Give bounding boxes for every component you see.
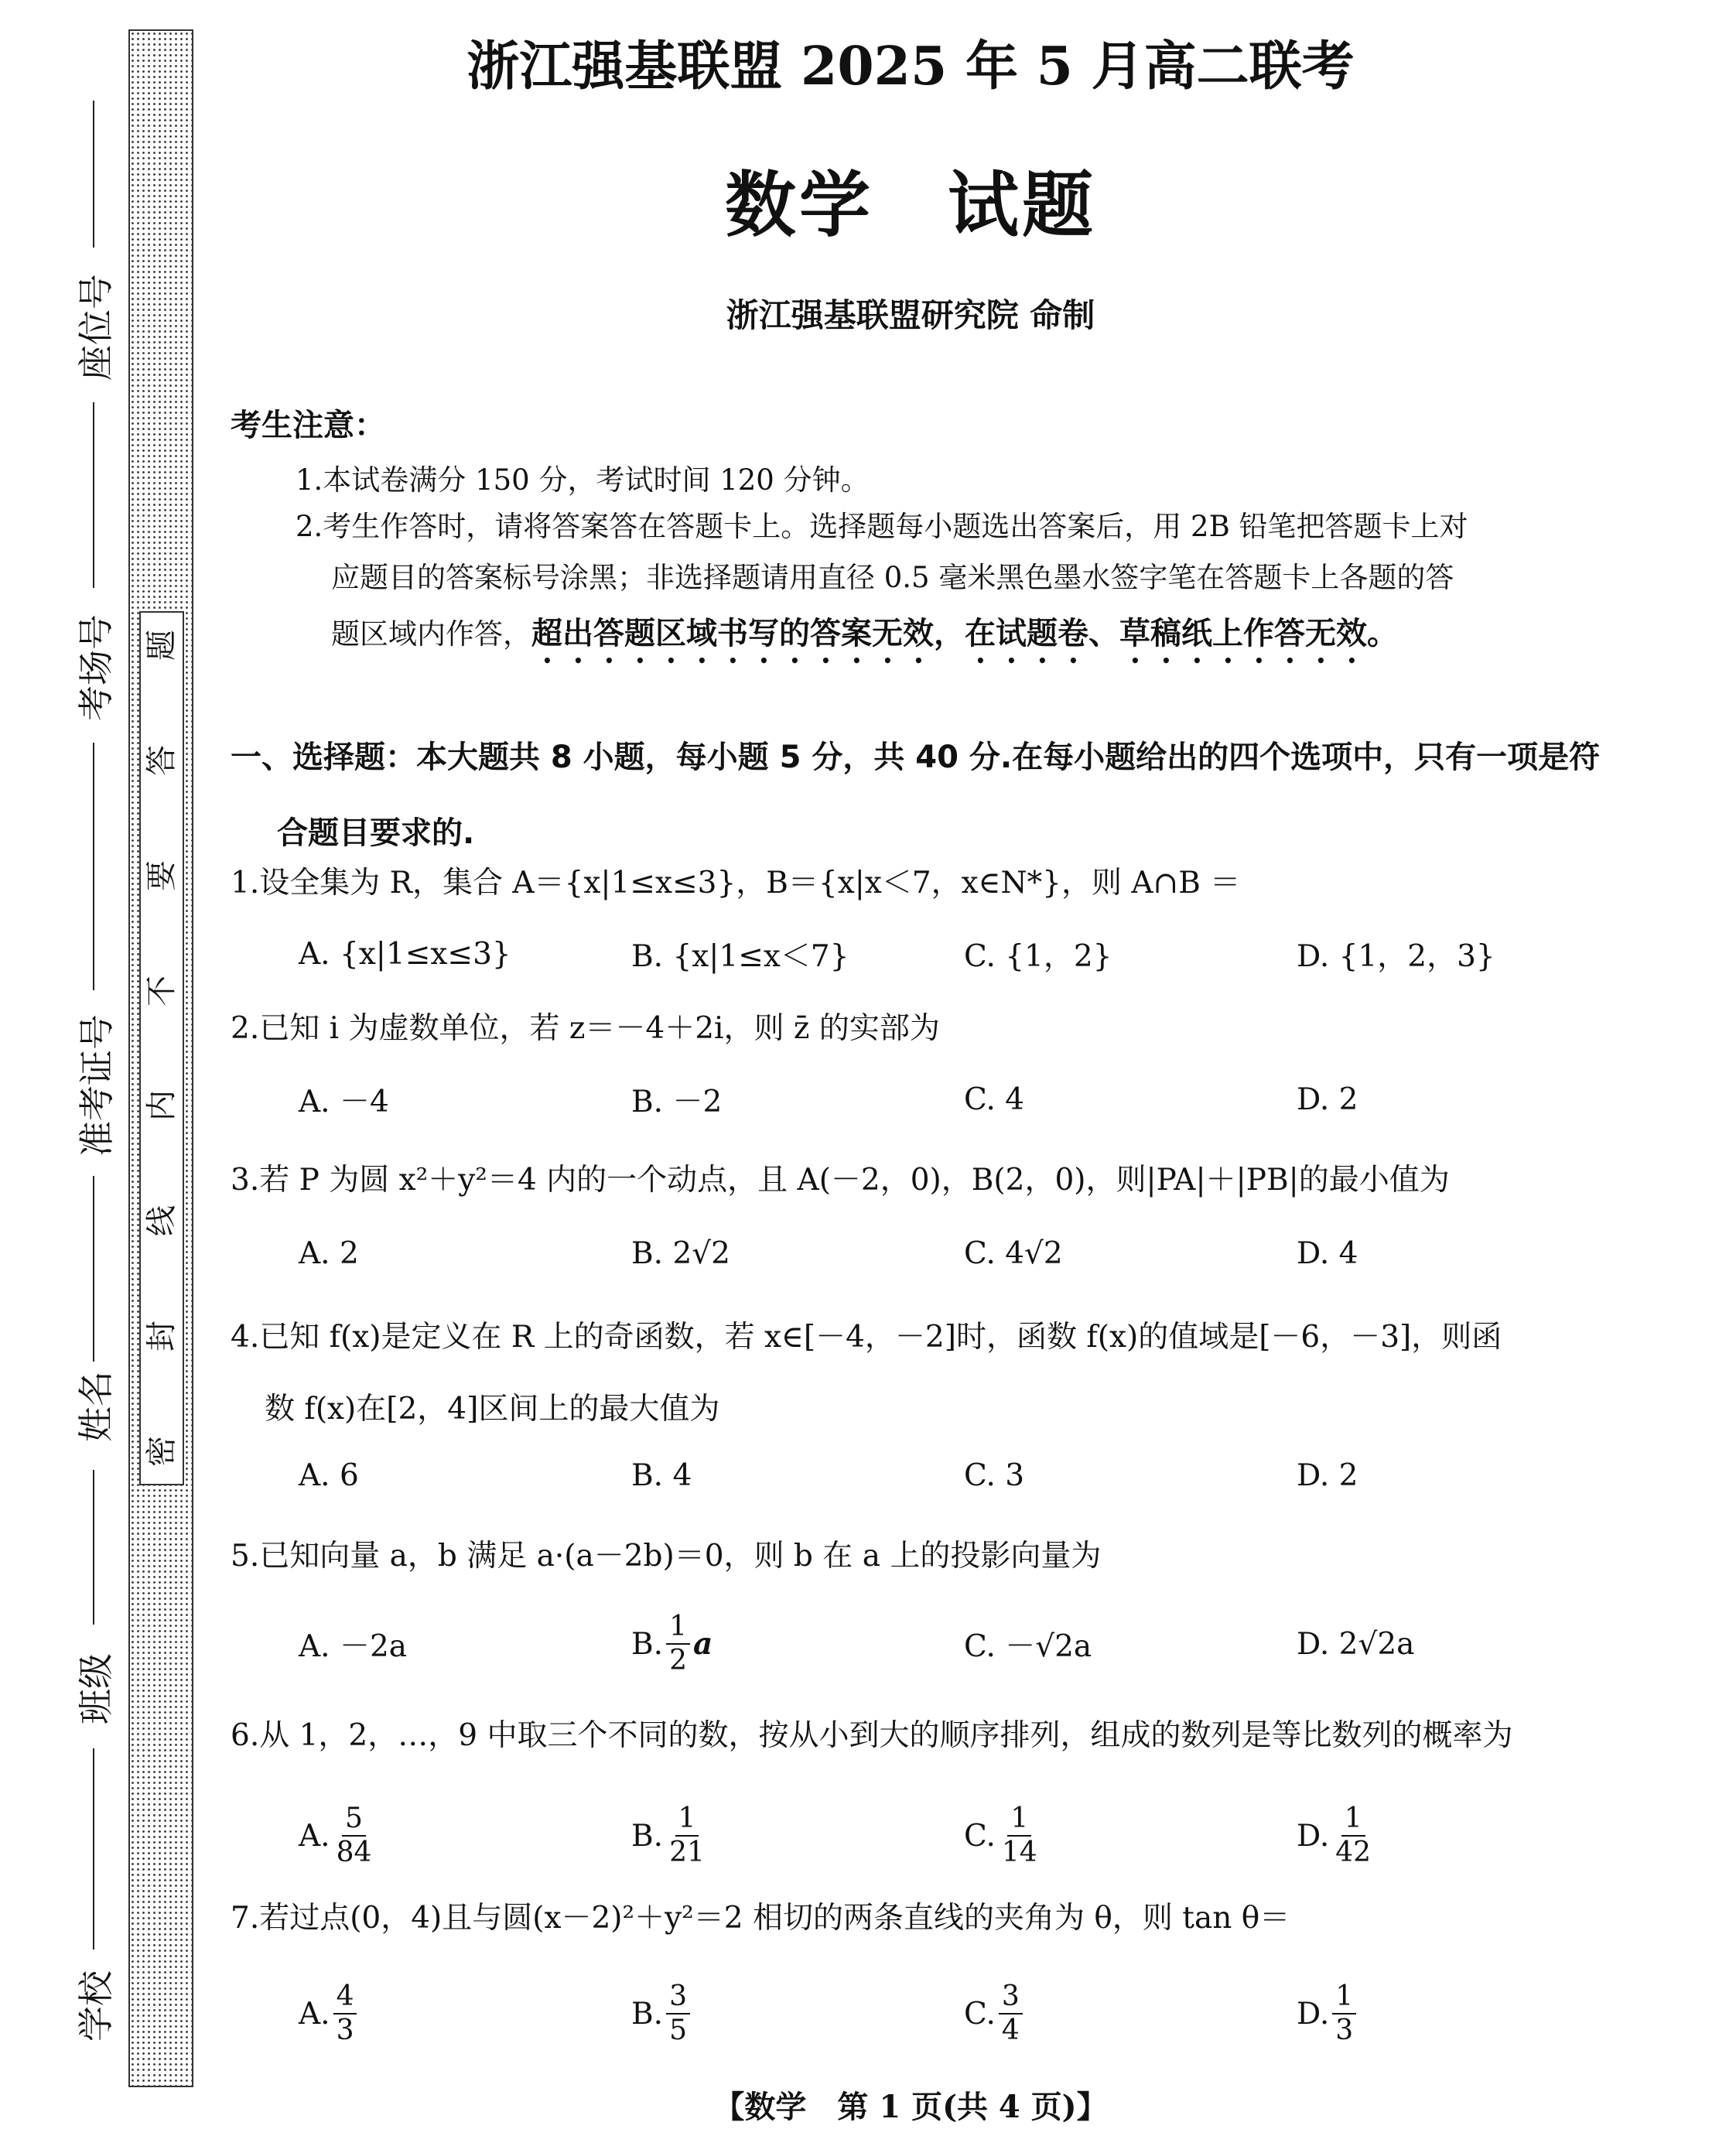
- option-d: D. 2: [1297, 1082, 1358, 1117]
- option-d: D. {1，2，3}: [1297, 939, 1495, 974]
- option-d: D. 2√2a: [1297, 1626, 1415, 1662]
- option-c: [964, 1803, 1297, 1869]
- denominator: 4: [1001, 2015, 1020, 2046]
- option-a: A. －2a: [299, 1629, 408, 1664]
- seal-char: 封: [144, 1321, 179, 1352]
- fraction: [333, 1803, 375, 1869]
- admission-number-label: 准考证号: [76, 1014, 118, 1157]
- numerator: 3: [666, 1980, 690, 2015]
- option-c: [964, 1980, 1297, 2047]
- option-label: C.: [964, 1818, 996, 1854]
- exam-title: 浙江强基联盟 2025 年 5 月高二联考: [466, 36, 1355, 97]
- question-1-stem: 1.设全集为 R，集合 A＝{x|1≤x≤3}，B＝{x|x＜7，x∈N*}，则 A∩B ＝: [231, 866, 1241, 900]
- option-c: C. {1，2}: [964, 939, 1112, 974]
- question-1-options: [299, 932, 1629, 976]
- margin-blank-line: [93, 1176, 94, 1362]
- margin-blank-line: [93, 743, 94, 990]
- margin-blank-line: [93, 402, 94, 588]
- option-label: B.: [631, 1996, 664, 2032]
- denominator: 3: [1335, 2015, 1354, 2046]
- option-label: B.: [631, 1626, 664, 1662]
- seal-char: 要: [144, 859, 179, 891]
- seal-char: 线: [144, 1205, 179, 1237]
- seal-char: 答: [144, 744, 179, 776]
- numerator: 1: [1332, 1980, 1356, 2015]
- fraction: [999, 1980, 1023, 2047]
- fraction: [666, 1980, 690, 2047]
- fraction: [666, 1803, 708, 1869]
- notice-heading: 考生注意：: [231, 408, 385, 443]
- option-c: C. 4√2: [964, 1236, 1063, 1271]
- numerator: 1: [675, 1803, 699, 1837]
- option-b: [631, 1980, 964, 2047]
- notice-item-2-line-2: 应题目的答案标号涂黑；非选择题请用直径 0.5 毫米黑色墨水签字笔在答题卡上各题的答: [331, 561, 1454, 594]
- option-label: B.: [631, 1818, 664, 1854]
- question-3-stem: 3.若 P 为圆 x²＋y²＝4 内的一个动点，且 A(－2，0)，B(2，0)，则|PA|＋|PB|的最小值为: [231, 1163, 1450, 1198]
- option-a: A. 2: [299, 1236, 359, 1271]
- question-6-stem: 6.从 1，2，…，9 中取三个不同的数，按从小到大的顺序排列，组成的数列是等比数列的概率为: [231, 1718, 1513, 1753]
- option-label: D.: [1297, 1996, 1330, 2032]
- numerator: 1: [1007, 1803, 1031, 1837]
- option-d: D. 2: [1297, 1458, 1358, 1493]
- option-a: [299, 1803, 631, 1869]
- option-label: D.: [1297, 1818, 1330, 1854]
- option-a: [299, 1980, 631, 2047]
- option-a: A. 6: [299, 1458, 359, 1493]
- question-3-options: [299, 1236, 1629, 1271]
- option-d: D. 4: [1297, 1236, 1358, 1271]
- option-b: B. {x|1≤x＜7}: [631, 939, 849, 974]
- page-footer: 【数学 第 1 页(共 4 页)】: [713, 2089, 1108, 2125]
- vector-symbol: a: [692, 1626, 713, 1662]
- section-heading: [231, 719, 1615, 871]
- question-7-stem: 7.若过点(0，4)且与圆(x－2)²＋y²＝2 相切的两条直线的夹角为 θ，则 tan θ＝: [231, 1901, 1290, 1936]
- denominator: 21: [669, 1837, 705, 1868]
- question-5-options: [299, 1609, 1629, 1679]
- denominator: 14: [1001, 1837, 1037, 1868]
- fraction: [333, 1980, 357, 2047]
- option-c: C. 4: [964, 1082, 1025, 1117]
- option-c: C. 3: [964, 1458, 1025, 1493]
- fraction: [666, 1611, 690, 1677]
- question-4-options: [299, 1458, 1629, 1493]
- notice-emphasis-text: 超出答题区域书写的答案无效，在试题卷、草稿纸上作答无效。: [531, 616, 1398, 651]
- denominator: 84: [336, 1837, 372, 1868]
- option-label: A.: [299, 1818, 330, 1854]
- question-2-stem: 2.已知 i 为虚数单位，若 z＝－4＋2i，则 z̄ 的实部为: [231, 1011, 940, 1046]
- question-6-options: [299, 1793, 1629, 1878]
- margin-blank-line: [93, 1470, 94, 1625]
- notice-item-2-line-1: 2.考生作答时，请将答案答在答题卡上。选择题每小题选出答案后，用 2B 铅笔把答题卡上对: [296, 510, 1468, 543]
- numerator: 4: [333, 1980, 357, 2015]
- notice-item-2-line-3: [331, 611, 1398, 670]
- question-4-stem-line-1: 4.已知 f(x)是定义在 R 上的奇函数，若 x∈[－4，－2]时，函数 f(x)的值域是[－6，－3]，则函: [231, 1320, 1502, 1355]
- name-label: 姓名: [75, 1371, 117, 1442]
- option-b: [631, 1611, 964, 1677]
- question-4-stem-line-2: 数 f(x)在[2，4]区间上的最大值为: [265, 1392, 720, 1427]
- option-b: [631, 1803, 964, 1869]
- author-line: 浙江强基联盟研究院 命制: [726, 296, 1095, 334]
- option-a: A. {x|1≤x≤3}: [299, 936, 511, 972]
- fraction: [1332, 1803, 1374, 1869]
- denominator: 5: [669, 2015, 687, 2046]
- notice-plain-text: 题区域内作答，: [331, 617, 531, 651]
- seal-char: 密: [144, 1435, 179, 1467]
- section-heading-line-2: 合题目要求的.: [277, 815, 475, 851]
- question-5-stem: 5.已知向量 a，b 满足 a·(a－2b)＝0，则 b 在 a 上的投影向量为: [231, 1539, 1102, 1574]
- subject-title: 数学 试题: [724, 163, 1096, 247]
- exam-room-label: 考场号: [75, 614, 117, 721]
- notice-item-1: 1.本试卷满分 150 分，考试时间 120 分钟。: [296, 463, 870, 497]
- option-d: [1297, 1803, 1629, 1869]
- seal-char: 内: [144, 1090, 179, 1122]
- option-label: A.: [299, 1996, 330, 2032]
- seal-warning-box: [139, 611, 184, 1485]
- class-label: 班级: [75, 1653, 117, 1724]
- numerator: 3: [999, 1980, 1023, 2015]
- seal-char: 题: [144, 630, 179, 661]
- numerator: 1: [666, 1611, 690, 1645]
- section-heading-line-1: 一、选择题：本大题共 8 小题，每小题 5 分，共 40 分.在每小题给出的四个选项中，只有一项是符: [231, 740, 1601, 775]
- numerator: 5: [342, 1803, 366, 1837]
- option-b: B. 2√2: [631, 1236, 730, 1271]
- denominator: 2: [669, 1645, 687, 1676]
- fraction: [999, 1803, 1041, 1869]
- question-7-options: [299, 1971, 1629, 2056]
- seat-number-label: 座位号: [75, 274, 117, 381]
- numerator: 1: [1341, 1803, 1365, 1837]
- option-b: B. 4: [631, 1458, 692, 1493]
- question-2-options: [299, 1078, 1629, 1121]
- denominator: 3: [336, 2015, 354, 2046]
- option-label: C.: [964, 1996, 996, 2032]
- option-d: [1297, 1980, 1629, 2047]
- fraction: [1332, 1980, 1356, 2047]
- option-a: A. －4: [299, 1085, 389, 1119]
- school-label: 学校: [75, 1970, 117, 2042]
- option-b: B. －2: [631, 1085, 723, 1119]
- margin-blank-line: [93, 1748, 94, 1950]
- denominator: 42: [1335, 1837, 1372, 1868]
- option-c: C. －√2a: [964, 1629, 1092, 1664]
- seal-char: 不: [144, 975, 179, 1006]
